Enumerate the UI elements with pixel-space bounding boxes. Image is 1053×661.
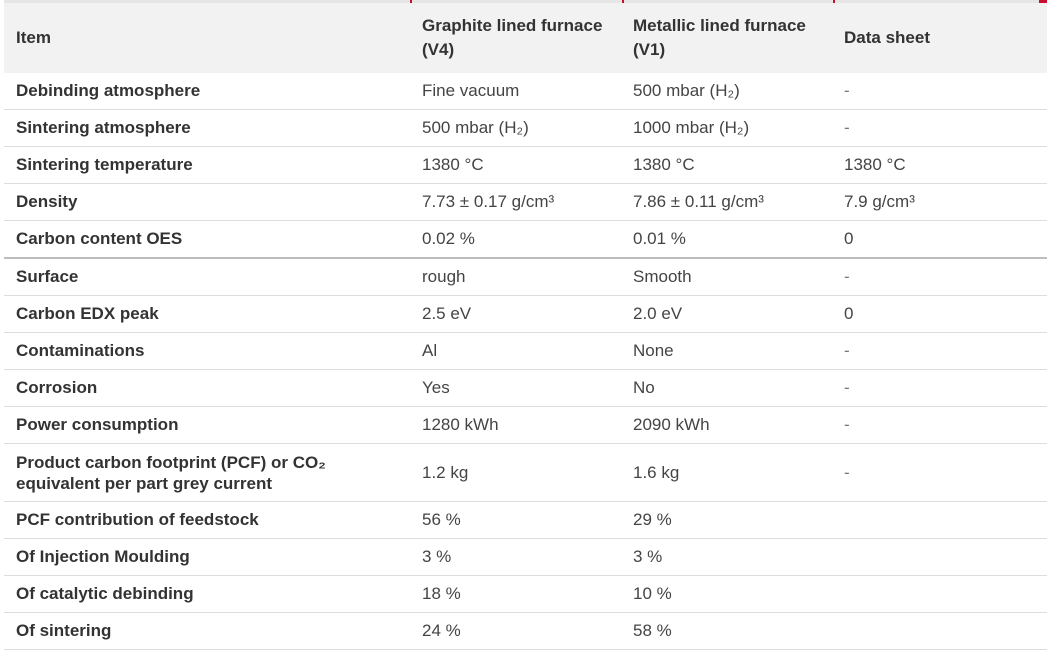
cell-graphite: 1380 °C [410, 147, 621, 184]
cell-metallic: 1.6 kg [621, 444, 832, 502]
cell-datasheet: 0 [832, 221, 1047, 259]
table-row [4, 333, 1047, 370]
cell-datasheet: - [832, 258, 1047, 296]
row-label: Sintering atmosphere [4, 110, 410, 147]
cell-datasheet [832, 576, 1047, 613]
row-label: Of Injection Moulding [4, 539, 410, 576]
header-graphite-furnace: Graphite lined furnace (V4) [422, 16, 603, 59]
cell-datasheet [832, 502, 1047, 539]
cell-metallic: 10 % [621, 576, 832, 613]
table-row [4, 444, 1047, 502]
cell-datasheet: - [832, 407, 1047, 444]
table-row [4, 539, 1047, 576]
row-label: Product carbon footprint (PCF) or CO₂ equivalent per part grey current [4, 444, 410, 502]
cell-metallic: 0.01 % [621, 221, 832, 259]
cell-datasheet: 1380 °C [832, 147, 1047, 184]
row-label: Of catalytic debinding [4, 576, 410, 613]
row-label: Corrosion [4, 370, 410, 407]
cell-datasheet: 0 [832, 296, 1047, 333]
header-metallic-furnace: Metallic lined furnace (V1) [633, 16, 806, 59]
row-label: Contaminations [4, 333, 410, 370]
cell-datasheet [832, 613, 1047, 650]
cell-datasheet: - [832, 110, 1047, 147]
table-row [4, 221, 1047, 259]
cell-datasheet [832, 539, 1047, 576]
row-label: Density [4, 184, 410, 221]
cell-graphite: 24 % [410, 613, 621, 650]
cell-metallic: 1000 mbar (H₂) [621, 110, 832, 147]
row-label: Of sintering [4, 613, 410, 650]
row-label: Debinding atmosphere [4, 73, 410, 110]
cell-graphite: 56 % [410, 502, 621, 539]
table-row [4, 613, 1047, 650]
table-row [4, 502, 1047, 539]
table-row [4, 184, 1047, 221]
table-row [4, 110, 1047, 147]
header-item: Item [16, 28, 51, 47]
table-row [4, 296, 1047, 333]
row-label: Surface [4, 258, 410, 296]
cell-metallic: 1380 °C [621, 147, 832, 184]
cell-metallic: 500 mbar (H₂) [621, 73, 832, 110]
table-row [4, 576, 1047, 613]
cell-metallic: None [621, 333, 832, 370]
cell-graphite: Fine vacuum [410, 73, 621, 110]
cell-datasheet: - [832, 444, 1047, 502]
comparison-table-container [4, 0, 1047, 650]
row-label: Carbon content OES [4, 221, 410, 259]
cell-graphite: 2.5 eV [410, 296, 621, 333]
table-top-rule [4, 0, 1047, 3]
table-row [4, 258, 1047, 296]
cell-metallic: No [621, 370, 832, 407]
cell-graphite: 1280 kWh [410, 407, 621, 444]
cell-graphite: rough [410, 258, 621, 296]
cell-metallic: 2.0 eV [621, 296, 832, 333]
table-row [4, 370, 1047, 407]
cell-graphite: 3 % [410, 539, 621, 576]
cell-metallic: Smooth [621, 258, 832, 296]
cell-metallic: 29 % [621, 502, 832, 539]
cell-datasheet: - [832, 73, 1047, 110]
cell-datasheet: 7.9 g/cm³ [832, 184, 1047, 221]
cell-graphite: 1.2 kg [410, 444, 621, 502]
row-label: PCF contribution of feedstock [4, 502, 410, 539]
cell-datasheet: - [832, 333, 1047, 370]
cell-graphite: Al [410, 333, 621, 370]
cell-graphite: 7.73 ± 0.17 g/cm³ [410, 184, 621, 221]
header-data-sheet: Data sheet [844, 28, 930, 47]
table-row [4, 73, 1047, 110]
cell-metallic: 3 % [621, 539, 832, 576]
cell-graphite: 500 mbar (H₂) [410, 110, 621, 147]
cell-graphite: 18 % [410, 576, 621, 613]
table-row [4, 147, 1047, 184]
table-header-row [4, 3, 1047, 73]
cell-graphite: Yes [410, 370, 621, 407]
cell-graphite: 0.02 % [410, 221, 621, 259]
row-label: Sintering temperature [4, 147, 410, 184]
cell-metallic: 7.86 ± 0.11 g/cm³ [621, 184, 832, 221]
table-row [4, 407, 1047, 444]
comparison-table [4, 3, 1047, 650]
row-label: Carbon EDX peak [4, 296, 410, 333]
row-label: Power consumption [4, 407, 410, 444]
cell-metallic: 58 % [621, 613, 832, 650]
cell-datasheet: - [832, 370, 1047, 407]
cell-metallic: 2090 kWh [621, 407, 832, 444]
